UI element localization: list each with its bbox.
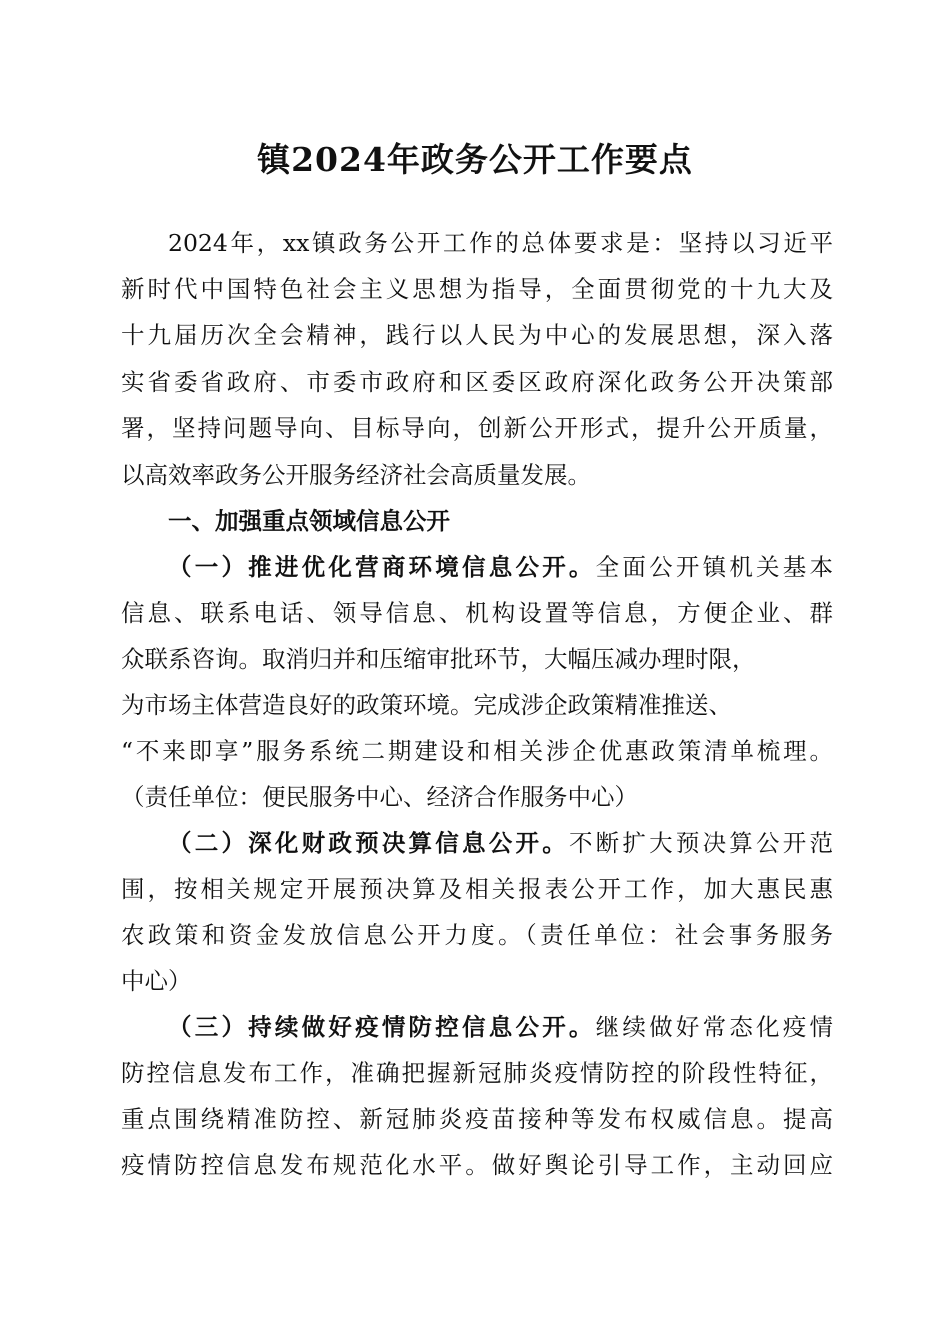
item2-line-3: 农政策和资金发放信息公开力度。（责任单位：社会事务服务 [121,921,833,949]
item2-first-line [168,820,833,866]
item3-line-2: 防控信息发布工作，准确把握新冠肺炎疫情防控的阶段性特征， [121,1059,833,1087]
section-heading-1: 一、加强重点领域信息公开 [168,507,450,535]
item1-first-line [168,544,833,590]
intro-line-2: 新时代中国特色社会主义思想为指导，全面贯彻党的十九大及 [121,275,833,303]
item1-line-4: 为市场主体营造良好的政策环境。完成涉企政策精准推送、 [121,691,732,719]
item3-line-4: 疫情防控信息发布规范化水平。做好舆论引导工作，主动回应 [121,1151,833,1179]
item3-heading: （三）持续做好疫情防控信息公开。 [168,1013,596,1041]
item2-line-4: 中心） [121,967,192,995]
item2-line-1: 不断扩大预决算公开范 [568,829,833,857]
intro-line-3: 十九届历次全会精神，践行以人民为中心的发展思想，深入落 [121,321,833,349]
item1-line-3: 众联系咨询。取消归并和压缩审批环节，大幅压减办理时限， [121,645,756,673]
item2-heading: （二）深化财政预决算信息公开。 [168,829,569,857]
item3-line-1: 继续做好常态化疫情 [595,1013,834,1041]
intro-line-6: 以高效率政务公开服务经济社会高质量发展。 [121,461,591,489]
item1-heading: （一）推进优化营商环境信息公开。 [168,553,596,581]
item1-line-1: 全面公开镇机关基本 [595,553,834,581]
item3-line-3: 重点围绕精准防控、新冠肺炎疫苗接种等发布权威信息。提高 [121,1105,833,1133]
item1-line-5: “不来即享”服务系统二期建设和相关涉企优惠政策清单梳理。 [121,737,833,765]
document-title: 镇2024年政务公开工作要点 [257,140,693,179]
item2-line-2: 围，按相关规定开展预决算及相关报表公开工作，加大惠民惠 [121,875,833,903]
item3-first-line [168,1004,833,1050]
item1-line-6: （责任单位：便民服务中心、经济合作服务中心） [121,783,638,811]
intro-line-5: 署，坚持问题导向、目标导向，创新公开形式，提升公开质量， [121,414,833,442]
intro-line-4: 实省委省政府、市委市政府和区委区政府深化政务公开决策部 [121,368,833,396]
intro-line-1: 2024年，xx镇政务公开工作的总体要求是：坚持以习近平 [168,229,833,257]
item1-line-2: 信息、联系电话、领导信息、机构设置等信息，方便企业、群 [121,599,833,627]
